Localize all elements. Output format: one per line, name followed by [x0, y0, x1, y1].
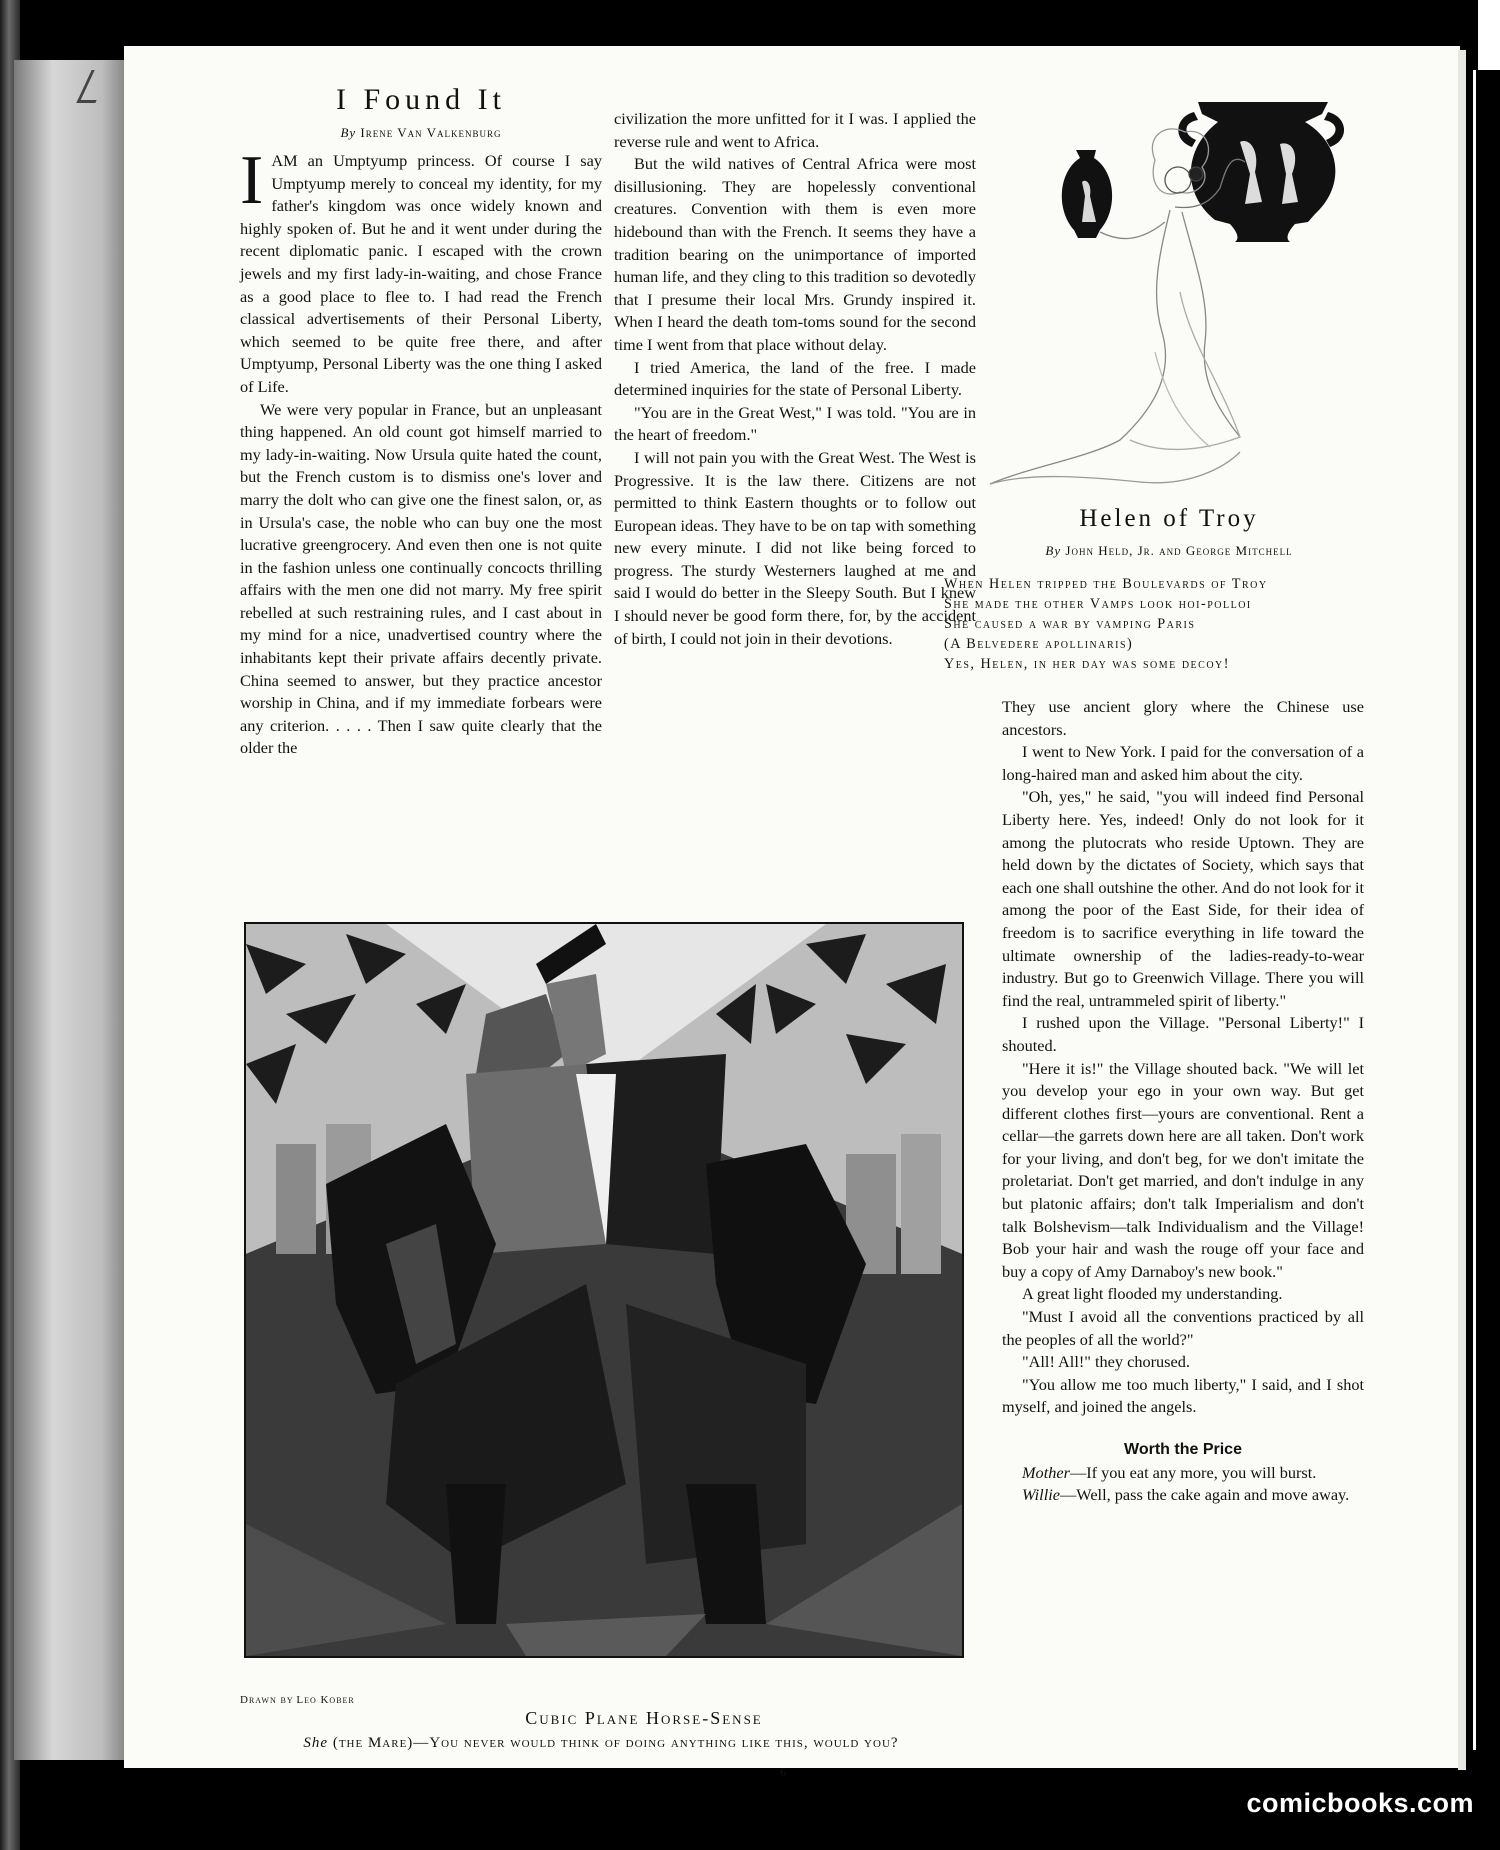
page-number: 6 — [780, 1765, 786, 1779]
article-paragraph: But the wild natives of Central Africa were most disillusioning. They are hopelessly conventional creatures. Convention with them is even more hidebound than with the French. It seems they have a tradition bearing on the unimportance of imported human life, and they cling to this tradition so devotedly that I presume their local Mrs. Grundy inspired it. When I heard the death tom-toms sound for the second time I went from that place without delay. — [614, 154, 976, 354]
page-edge — [1458, 50, 1466, 1770]
byline-author: Irene Van Valkenburg — [360, 125, 502, 140]
page-border-line — [1473, 70, 1476, 1750]
scan-corner — [1478, 0, 1500, 70]
facing-page-edge — [14, 60, 124, 1760]
joke-speaker: Mother — [1022, 1462, 1070, 1482]
drop-cap: I — [240, 142, 264, 219]
article-paragraph: I will not pain you with the Great West. The West is Progressive. It is the law there. Citizens are not permitted to think Eastern thoughts or to follow out European ideas. They have to be on tap with something new every minute. I did not like being forced to progress. The sturdy Westerners laughed at me and said I would do better in the Sleepy South. But I knew I should never be good form there, for, by the accident of birth, I could not join in their devotions. — [614, 447, 976, 648]
poem-title: Helen of Troy — [1079, 505, 1259, 532]
article-paragraph: "All! All!" they chorused. — [1022, 1352, 1190, 1372]
article-paragraph: A great light flooded my understanding. — [1022, 1284, 1283, 1304]
credit-prefix: Drawn by — [240, 1694, 294, 1706]
cubist-horse-riders-drawing — [246, 924, 962, 1656]
article-paragraph: "Must I avoid all the conventions practiced by all the peoples of all the world?" — [1002, 1307, 1364, 1349]
poem-byline — [960, 543, 1378, 559]
poem-authors: John Held, Jr. and George Mitchell — [1065, 543, 1293, 558]
helen-of-troy-illustration — [950, 92, 1370, 497]
article-paragraph: We were very popular in France, but an unpleasant thing happened. An old count got himself married to my lady-in-waiting. Now Ursula quite hated the count, but the French custom is to dismiss one's lover and marry the dolt who can give one the finest salon, or, as in Ursula's case, the noble who can buy one the most lucrative greengrocery. And even then one is not quite in the fashion unless one continually concocts thrilling affairs with the men one did not marry. My free spirit rebelled at such restraining rules, and I cast about in my mind for a nice, unadvertised country where the inhabitants kept their private affairs decently private. China seemed to answer, but they practice ancestor worship in China, and if my immediate forbears were any criterion. . . . . Then I saw quite clearly that the older the — [240, 399, 602, 758]
article-paragraph: "Here it is!" the Village shouted back. "We will let you develop your ego in your own way. But get different clothes first—yours are conventional. Rent a cellar—the garrets down here are all taken. Don't work for your living, and don't beg, for we don't imitate the proletariat. Don't get married, and don't indulge in any but platonic affairs; don't talk Imperialism and don't talk Bolshevism—talk Individualism and the Village! Bob your hair and wash the rouge off your face and buy a copy of Amy Darnaboy's new book." — [1002, 1058, 1364, 1281]
credit-name: Leo Kober — [296, 1694, 355, 1706]
caption-speaker: She — [303, 1735, 329, 1751]
article-paragraph: They use ancient glory where the Chinese use ancestors. — [1002, 697, 1364, 739]
article-paragraph: I rushed upon the Village. "Personal Liberty!" I shouted. — [1002, 1013, 1364, 1055]
joke-title: Worth the Price — [1124, 1441, 1242, 1458]
article-paragraph: I went to New York. I paid for the conversation of a long-haired man and asked him about the city. — [1002, 742, 1364, 784]
article-column-1 — [240, 142, 602, 760]
article-paragraph: civilization the more unfitted for it I was. I applied the reverse rule and went to Africa. — [614, 109, 976, 151]
poem-line: Yes, Helen, in her day was some decoy! — [944, 656, 1230, 672]
cartoon-caption-title: Cubic Plane Horse-Sense — [525, 1708, 763, 1728]
cubist-cartoon-plate — [244, 922, 964, 1658]
byline-prefix: By — [1045, 543, 1062, 558]
small-amphora — [1062, 150, 1112, 238]
article-paragraph: I tried America, the land of the free. I made determined inquiries for the state of Personal Liberty. — [614, 357, 976, 400]
joke-line: Willie—Well, pass the cake again and move away. — [1022, 1485, 1350, 1505]
joke-speaker: Willie — [1022, 1485, 1060, 1505]
byline-prefix: By — [340, 125, 357, 140]
poem-line: She caused a war by vamping Paris — [944, 616, 1196, 632]
artist-credit — [240, 1694, 355, 1706]
article-byline — [240, 125, 602, 141]
caption-text: You never would think of doing anything like this, would you? — [429, 1735, 899, 1751]
article-column-2 — [614, 108, 976, 650]
poem-verse — [944, 574, 1384, 674]
article-title: I Found It — [336, 83, 506, 116]
poem-line: She made the other Vamps look hoi-polloi — [944, 596, 1252, 612]
article-paragraph: IAM an Umptyump princess. Of course I say Umptyump merely to conceal my identity, for my father's kingdom was once widely known and highly spoken of. But he and it went under during the recent diplomatic panic. I escaped with the crown jewels and my first lady-in-waiting, and chose France as a good place to flee to. I had read the French classical advertisements of their Personal Liberty, which seemed to be quite free there, and after Umptyump, Personal Liberty was the one thing I asked of Life. — [240, 142, 602, 396]
article-paragraph: "You allow me too much liberty," I said, and I shot myself, and joined the angels. — [1002, 1374, 1364, 1417]
poem-line: (A Belvedere apollinaris) — [944, 636, 1134, 652]
article-paragraph: "Oh, yes," he said, "you will indeed find Personal Liberty here. Yes, indeed! Only do not look for it among the plutocrats who reside Uptown. They are held down by the dictates of Society, which says that each one shall outshine the other. And do not look for it among the poor of the East Side, for their idea of freedom is to sacrifice everything in life toward the ultimate ownership of the ladies-ready-to-wear industry. But go to Greenwich Village. There you will find the real, untrammeled spirit of liberty." — [1002, 787, 1364, 1010]
cartoon-caption: She (the Mare)—You never would think of doing anything like this, would you? — [303, 1735, 899, 1751]
poem-line: When Helen tripped the Boulevards of Troy — [944, 576, 1268, 592]
joke-line: Mother—If you eat any more, you will burst. — [1022, 1462, 1317, 1482]
article-column-3 — [1002, 696, 1364, 1507]
article-paragraph: "You are in the Great West," I was told. "You are in the heart of freedom." — [614, 402, 976, 445]
site-watermark: comicbooks.com — [1246, 1788, 1474, 1818]
